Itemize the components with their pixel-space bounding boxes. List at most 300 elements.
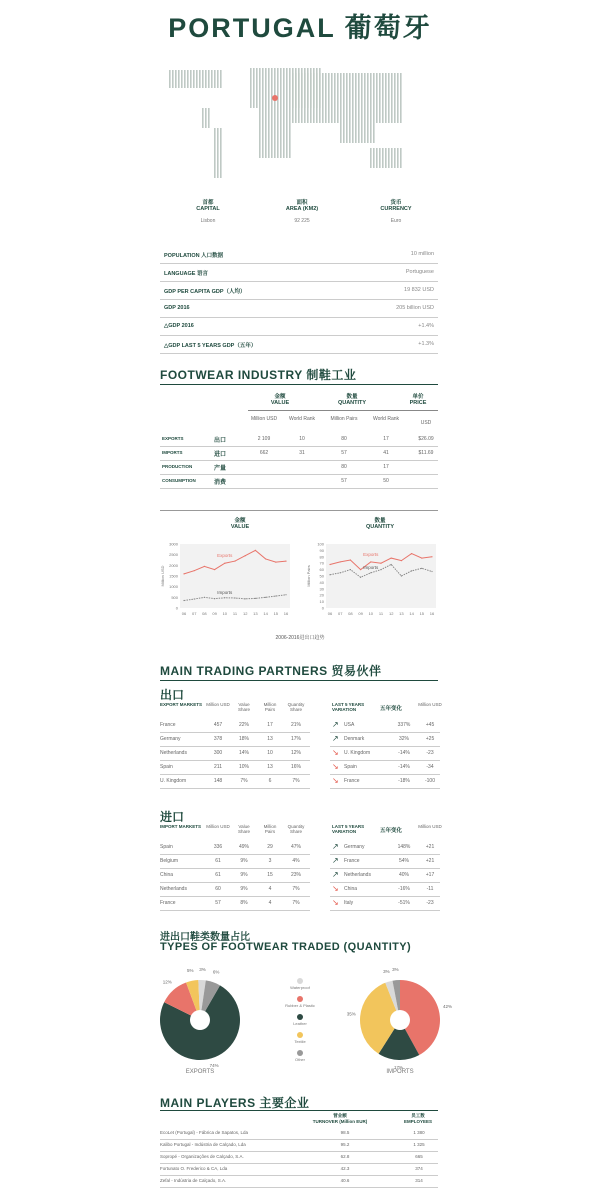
row-value: 17 xyxy=(383,436,389,442)
row-value: 80 xyxy=(341,436,347,442)
variation-pct: 32% xyxy=(398,736,409,742)
variation-pct: 337% xyxy=(397,722,411,728)
quantity-cn: 数量 xyxy=(346,394,358,400)
export-heading: 出口 xyxy=(160,688,185,702)
table-cell: 7% xyxy=(292,900,300,906)
variation-pct: -16% xyxy=(398,886,410,892)
stat-label: POPULATION 人口数据 xyxy=(164,253,224,259)
data-point xyxy=(194,570,195,571)
x-tick-label: 08 xyxy=(348,611,353,616)
x-tick-label: 09 xyxy=(212,611,217,616)
table-cell: 6 xyxy=(268,778,272,784)
y-tick-label: 3000 xyxy=(169,541,178,547)
table-cell: 60 xyxy=(215,886,221,892)
variation-header-cn: 五年变化 xyxy=(380,828,403,834)
table-cell: 16% xyxy=(290,764,301,770)
x-tick-label: 11 xyxy=(232,611,238,616)
x-tick-label: 15 xyxy=(273,611,279,616)
table-header: EXPORT MARKETS xyxy=(160,702,203,707)
row-value: 17 xyxy=(383,464,389,470)
legend-label: Textile xyxy=(294,1039,306,1044)
x-tick-label: 07 xyxy=(191,611,197,616)
divider xyxy=(330,746,440,747)
variation-header-usd: Million USD xyxy=(418,824,442,829)
pie-label: 5% xyxy=(187,967,194,973)
variation-country: Spain xyxy=(344,764,357,770)
chart1-subtitle: VALUE xyxy=(230,524,250,530)
variation-country: Italy xyxy=(344,900,354,906)
stat-row xyxy=(160,282,438,300)
employees-cn: 员工数 xyxy=(411,1113,425,1118)
y-tick-label: 500 xyxy=(171,594,178,600)
x-tick-label: 06 xyxy=(181,611,187,616)
x-tick-label: 08 xyxy=(202,611,207,616)
pie-label: 42% xyxy=(442,1003,452,1009)
company-name: EcoLet (Portugal) - Fábrica de Sapatos, Lda xyxy=(160,1130,249,1135)
legend-label: Leather xyxy=(293,1021,307,1026)
turnover-cn: 营业额 xyxy=(333,1113,347,1118)
divider xyxy=(160,510,438,511)
x-tick-label: 06 xyxy=(327,611,333,616)
pie-label: 74% xyxy=(209,1062,219,1068)
currency-value: Euro xyxy=(390,218,402,224)
table-cell: 49% xyxy=(238,844,249,850)
variation-header-usd: Million USD xyxy=(418,702,442,707)
trading-title: MAIN TRADING PARTNERS 贸易伙伴 xyxy=(160,664,382,678)
table-cell: 378 xyxy=(213,736,223,742)
data-point xyxy=(421,557,422,558)
divider xyxy=(160,1110,438,1111)
variation-country: China xyxy=(344,886,358,892)
data-point xyxy=(285,560,286,561)
table-cell: 9% xyxy=(240,858,248,864)
divider xyxy=(330,910,440,911)
company-turnover: 95.2 xyxy=(340,1142,350,1147)
y-tick-label: 0 xyxy=(175,605,178,611)
data-point xyxy=(285,594,286,595)
company-name: Fortunato O. Frederico & CA, Lda xyxy=(160,1166,228,1171)
x-tick-label: 10 xyxy=(222,611,228,616)
y-tick-label: 1500 xyxy=(169,573,178,579)
variation-header: LAST 5 YEARS VARIATION xyxy=(332,702,365,712)
x-tick-label: 14 xyxy=(409,611,414,616)
arrow-down-icon: ↘ xyxy=(332,748,339,757)
types-title-en: TYPES OF FOOTWEAR TRADED (QUANTITY) xyxy=(160,941,412,953)
row-value: 2 109 xyxy=(257,436,271,442)
divider xyxy=(160,446,438,447)
company-name: Kalibo Portugal - Indústria de Calçado, Lda xyxy=(160,1142,246,1147)
divider xyxy=(160,1163,438,1164)
x-tick-label: 09 xyxy=(358,611,363,616)
divider xyxy=(330,868,440,869)
data-point xyxy=(431,571,432,572)
table-header: Quantity Share xyxy=(287,702,305,712)
table-cell: 3 xyxy=(268,858,272,864)
data-point xyxy=(340,561,341,562)
y-tick-label: 2000 xyxy=(169,562,178,568)
divider xyxy=(160,854,310,855)
variation-value: +25 xyxy=(425,736,435,742)
company-employees: 374 xyxy=(415,1166,423,1171)
x-tick-label: 15 xyxy=(419,611,425,616)
divider xyxy=(160,680,438,681)
table-cell: 4% xyxy=(292,858,300,864)
data-point xyxy=(194,598,195,599)
data-point xyxy=(380,569,381,570)
series-label: Imports xyxy=(217,589,233,595)
table-cell: 4 xyxy=(268,900,272,906)
y-tick-label: 2500 xyxy=(169,552,178,558)
stat-value: 19 832 USD xyxy=(404,287,434,293)
table-cell: 23% xyxy=(290,872,301,878)
country-info xyxy=(160,198,440,234)
table-cell: 21% xyxy=(290,722,301,728)
variation-country: France xyxy=(344,778,360,784)
data-point xyxy=(214,598,215,599)
table-cell: 29 xyxy=(267,844,273,850)
types-title-cn: 进出口鞋类数量占比 xyxy=(160,932,250,943)
table-cell: 10% xyxy=(238,764,249,770)
series-label: Exports xyxy=(363,551,379,557)
divider xyxy=(160,384,438,385)
data-point xyxy=(411,570,412,571)
company-turnover: 62.8 xyxy=(340,1154,350,1159)
y-tick-label: 60 xyxy=(319,567,324,573)
variation-pct: -18% xyxy=(398,778,410,784)
row-label-cn: 消费 xyxy=(214,480,227,486)
pie-label: 17% xyxy=(393,1064,403,1070)
data-point xyxy=(401,560,402,561)
world-map xyxy=(160,48,440,198)
divider xyxy=(160,488,438,489)
variation-country: Germany xyxy=(344,844,365,850)
data-point xyxy=(275,562,276,563)
divider xyxy=(160,746,310,747)
stat-label: △GDP LAST 5 YEARS GDP（五年） xyxy=(164,343,257,349)
arrow-down-icon: ↘ xyxy=(332,776,339,785)
variation-pct: -14% xyxy=(398,764,410,770)
data-point xyxy=(401,575,402,576)
pie-label: 12% xyxy=(162,979,172,985)
legend-swatch xyxy=(297,978,303,984)
divider xyxy=(330,854,440,855)
table-cell: 336 xyxy=(213,844,223,850)
arrow-down-icon: ↘ xyxy=(332,898,339,907)
table-cell: Netherlands xyxy=(160,750,187,756)
data-point xyxy=(265,558,266,559)
table-cell: 18% xyxy=(238,736,249,742)
divider xyxy=(160,882,310,883)
divider xyxy=(160,788,310,789)
table-header: Quantity Share xyxy=(287,824,305,834)
y-tick-label: 90 xyxy=(319,547,324,553)
x-tick-label: 11 xyxy=(378,611,384,616)
price-en: PRICE xyxy=(409,400,427,406)
y-tick-label: 20 xyxy=(319,592,324,598)
table-cell: Spain xyxy=(160,844,173,850)
data-point xyxy=(340,572,341,573)
table-cell: U. Kingdom xyxy=(160,778,187,784)
table-cell: Belgium xyxy=(160,858,179,864)
legend-swatch xyxy=(297,1014,303,1020)
col-head: World Rank xyxy=(372,416,400,422)
table-header: Million Pairs xyxy=(263,824,277,834)
area-en: AREA (KM2) xyxy=(285,206,319,212)
divider xyxy=(160,732,310,733)
stat-label: △GDP 2016 xyxy=(164,323,194,329)
data-point xyxy=(234,597,235,598)
quantity-en: QUANTITY xyxy=(337,400,367,406)
table-cell: 15 xyxy=(267,872,273,878)
x-tick-label: 13 xyxy=(399,611,404,616)
data-point xyxy=(329,564,330,565)
variation-pct: 54% xyxy=(398,858,409,864)
row-value: 10 xyxy=(299,436,305,442)
value-en: VALUE xyxy=(270,400,290,406)
row-value: 31 xyxy=(299,450,305,456)
variation-value: -100 xyxy=(424,778,435,784)
x-tick-label: 10 xyxy=(368,611,374,616)
table-cell: 61 xyxy=(215,872,221,878)
row-value: 50 xyxy=(383,478,389,484)
row-label-cn: 产量 xyxy=(214,466,227,472)
row-value: $11.69 xyxy=(418,450,434,456)
types-pie-charts xyxy=(150,965,450,1080)
data-point xyxy=(431,556,432,557)
variation-value: +21 xyxy=(425,844,435,850)
variation-header: LAST 5 YEARS VARIATION xyxy=(332,824,365,834)
arrow-up-icon: ↗ xyxy=(332,734,339,743)
data-point xyxy=(245,555,246,556)
employees-en: EMPLOYEES xyxy=(403,1119,432,1124)
table-cell: 7% xyxy=(240,778,248,784)
row-label-en: CONSUMPTION xyxy=(162,478,196,483)
chart2-title: 数量 xyxy=(374,518,386,524)
capital-en: CAPITAL xyxy=(196,206,220,212)
pie-title: EXPORTS xyxy=(185,1069,215,1075)
y-tick-label: 50 xyxy=(319,573,324,579)
area-value: 92 225 xyxy=(294,218,310,224)
players-title: MAIN PLAYERS 主要企业 xyxy=(160,1096,310,1110)
row-label-cn: 进口 xyxy=(214,452,227,458)
price-cn: 单价 xyxy=(412,394,424,400)
table-cell: 13 xyxy=(267,764,273,770)
divider xyxy=(330,882,440,883)
table-cell: 61 xyxy=(215,858,221,864)
variation-country: France xyxy=(344,858,360,864)
company-employees: 1 380 xyxy=(413,1130,425,1135)
divider xyxy=(160,1187,438,1188)
divider xyxy=(160,1139,438,1140)
data-point xyxy=(183,600,184,601)
table-cell: China xyxy=(160,872,174,878)
y-axis-label: Million Pairs xyxy=(306,565,311,587)
stat-row xyxy=(160,246,438,264)
chart-caption: 2006-2016进出口趋势 xyxy=(275,635,325,641)
divider xyxy=(330,760,440,761)
variation-pct: -51% xyxy=(398,900,410,906)
divider xyxy=(160,474,438,475)
variation-value: +17 xyxy=(425,872,435,878)
import-heading: 进口 xyxy=(160,810,185,824)
legend-swatch xyxy=(297,1050,303,1056)
company-name: Sopropé - Organizações de Calçado, S.A. xyxy=(160,1154,244,1159)
x-tick-label: 14 xyxy=(263,611,268,616)
quantity-line-chart xyxy=(304,538,444,628)
divider xyxy=(160,760,310,761)
table-cell: 14% xyxy=(238,750,249,756)
variation-country: Netherlands xyxy=(344,872,371,878)
turnover-en: TURNOVER (Million EUR) xyxy=(312,1119,368,1124)
variation-value: +21 xyxy=(425,858,435,864)
row-value: 41 xyxy=(383,450,389,456)
divider xyxy=(160,1175,438,1176)
legend-swatch xyxy=(297,996,303,1002)
capital-cn: 首都 xyxy=(202,200,214,206)
y-tick-label: 10 xyxy=(319,599,324,605)
data-point xyxy=(350,569,351,570)
stat-value: 10 million xyxy=(410,251,434,257)
footwear-title: FOOTWEAR INDUSTRY 制鞋工业 xyxy=(160,368,357,382)
variation-country: U. Kingdom xyxy=(344,750,371,756)
arrow-up-icon: ↗ xyxy=(332,720,339,729)
table-cell: 10 xyxy=(267,750,273,756)
arrow-down-icon: ↘ xyxy=(332,762,339,771)
company-employees: 665 xyxy=(415,1154,423,1159)
data-point xyxy=(391,564,392,565)
data-point xyxy=(411,553,412,554)
arrow-up-icon: ↗ xyxy=(332,870,339,879)
stat-label: GDP PER CAPITA GDP（人均） xyxy=(164,289,246,295)
x-tick-label: 12 xyxy=(388,611,394,616)
legend-label: Waterproof xyxy=(290,985,310,990)
data-point xyxy=(275,595,276,596)
data-point xyxy=(183,573,184,574)
divider xyxy=(160,1151,438,1152)
data-point xyxy=(204,597,205,598)
data-point xyxy=(224,563,225,564)
value-line-chart xyxy=(158,538,298,628)
x-tick-label: 16 xyxy=(429,611,435,616)
stat-label: GDP 2016 xyxy=(164,305,190,311)
table-header: Million USD xyxy=(206,702,230,707)
company-employees: 314 xyxy=(415,1178,423,1183)
y-tick-label: 100 xyxy=(317,541,324,547)
table-cell: 12% xyxy=(290,750,301,756)
pie-label: 3% xyxy=(199,967,206,973)
page-title: PORTUGAL 葡萄牙 xyxy=(168,13,432,43)
stat-row xyxy=(160,300,438,318)
y-tick-label: 70 xyxy=(319,560,324,566)
table-cell: 57 xyxy=(215,900,221,906)
table-cell: 7% xyxy=(292,778,300,784)
row-value: 662 xyxy=(259,450,269,456)
series-label: Exports xyxy=(217,553,233,559)
pie-title: IMPORTS xyxy=(386,1069,414,1075)
table-cell: Spain xyxy=(160,764,173,770)
data-point xyxy=(370,561,371,562)
data-point xyxy=(265,597,266,598)
pie-label: 6% xyxy=(212,969,220,975)
variation-country: Denmark xyxy=(344,736,365,742)
row-label-en: IMPORTS xyxy=(162,450,183,455)
stat-row xyxy=(160,336,438,354)
company-turnover: 98.5 xyxy=(340,1130,350,1135)
stat-value: +1.4% xyxy=(418,323,434,329)
currency-cn: 货币 xyxy=(390,200,402,206)
variation-pct: -14% xyxy=(398,750,410,756)
variation-country: USA xyxy=(344,722,355,728)
data-point xyxy=(380,563,381,564)
table-cell: 9% xyxy=(240,886,248,892)
variation-pct: 40% xyxy=(398,872,409,878)
table-cell: 211 xyxy=(214,764,222,770)
x-tick-label: 07 xyxy=(337,611,343,616)
divider xyxy=(330,774,440,775)
col-head: World Rank xyxy=(288,416,316,422)
variation-header-cn: 五年变化 xyxy=(380,706,403,712)
divider xyxy=(330,732,440,733)
table-cell: 148 xyxy=(213,778,223,784)
x-tick-label: 13 xyxy=(253,611,258,616)
legend-swatch xyxy=(297,1032,303,1038)
row-value: 80 xyxy=(341,464,347,470)
pie-label: 35% xyxy=(346,1011,356,1017)
data-point xyxy=(255,598,256,599)
table-cell: 9% xyxy=(240,872,248,878)
table-cell: France xyxy=(160,722,176,728)
y-tick-label: 30 xyxy=(319,586,324,592)
y-tick-label: 0 xyxy=(321,605,324,611)
row-value: 57 xyxy=(341,478,347,484)
stat-row xyxy=(160,318,438,336)
table-cell: France xyxy=(160,900,176,906)
company-employees: 1 325 xyxy=(413,1142,425,1147)
divider xyxy=(330,896,440,897)
area-cn: 面积 xyxy=(296,200,308,206)
stat-value: Portuguese xyxy=(405,269,434,275)
table-header: Million Pairs xyxy=(263,702,277,712)
col-head: Million USD xyxy=(250,416,278,422)
divider xyxy=(160,910,310,911)
company-turnover: 42.3 xyxy=(340,1166,350,1171)
divider xyxy=(160,460,438,461)
data-point xyxy=(360,569,361,570)
table-cell: Germany xyxy=(160,736,181,742)
capital-value: Lisbon xyxy=(200,218,216,224)
table-cell: 8% xyxy=(240,900,248,906)
table-cell: 22% xyxy=(238,722,249,728)
variation-value: +45 xyxy=(425,722,435,728)
y-tick-label: 1000 xyxy=(169,584,178,590)
data-point xyxy=(350,559,351,560)
divider xyxy=(160,774,310,775)
data-point xyxy=(214,569,215,570)
variation-value: -34 xyxy=(426,764,434,770)
y-tick-label: 80 xyxy=(319,554,324,560)
data-point xyxy=(255,550,256,551)
currency-en: CURRENCY xyxy=(380,206,412,212)
data-point xyxy=(204,566,205,567)
stat-value: 205 billion USD xyxy=(396,305,434,311)
variation-value: -11 xyxy=(426,886,434,892)
x-tick-label: 12 xyxy=(242,611,248,616)
table-cell: 17% xyxy=(290,736,301,742)
series-label: Imports xyxy=(363,564,379,570)
stat-label: LANGUAGE 语言 xyxy=(164,271,209,277)
variation-pct: 148% xyxy=(397,844,411,850)
arrow-down-icon: ↘ xyxy=(332,884,339,893)
